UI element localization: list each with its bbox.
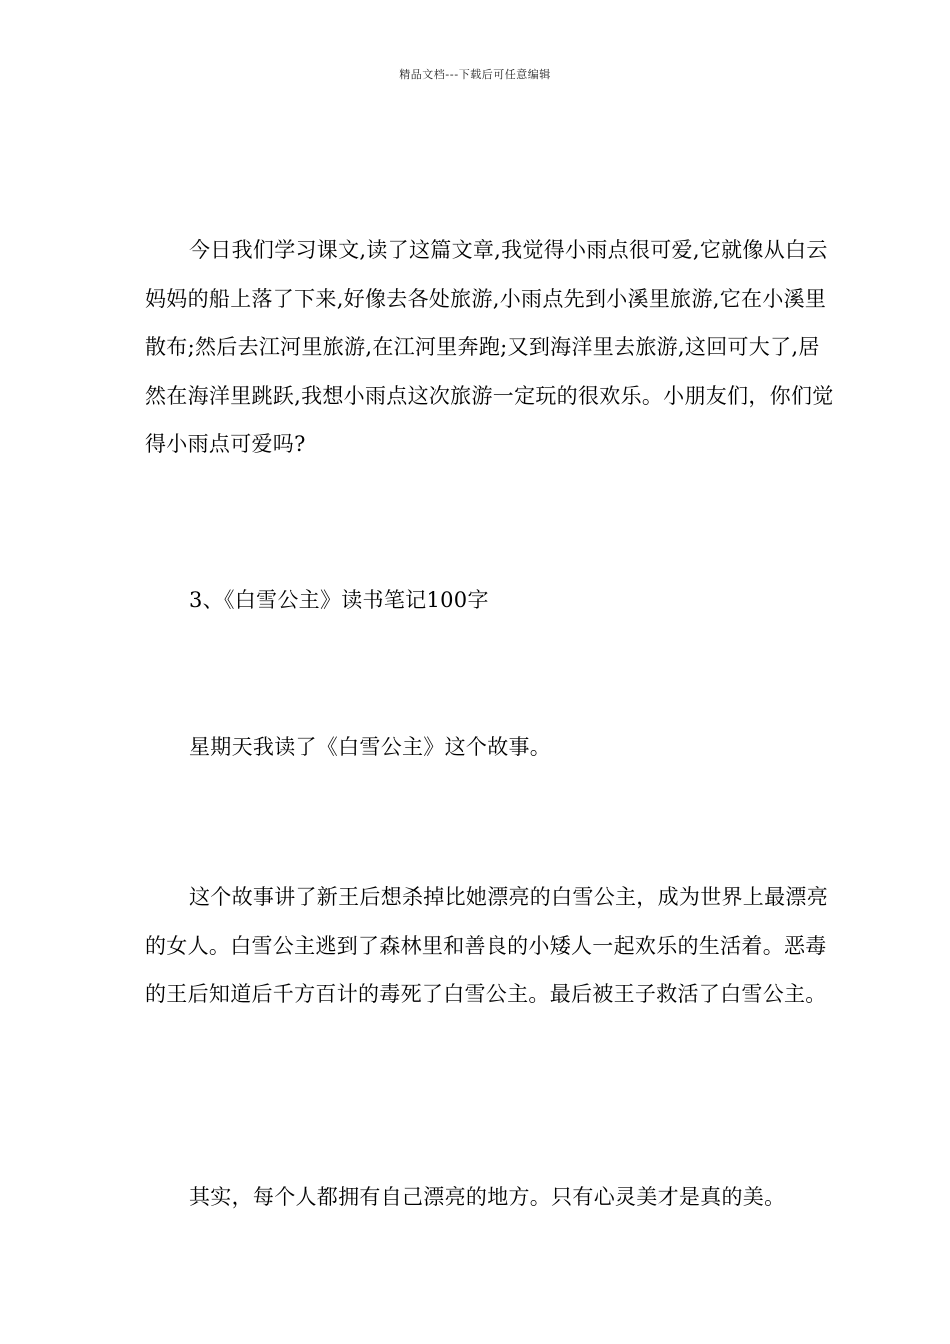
page-header: 精品文档---下载后可任意编辑 bbox=[399, 68, 551, 81]
paragraph-conclusion: 其实，每个人都拥有自己漂亮的地方。只有心灵美才是真的美。 bbox=[189, 1185, 786, 1209]
paragraph-sunday: 星期天我读了《白雪公主》这个故事。 bbox=[189, 735, 552, 759]
section-heading: 3、《白雪公主》读书笔记100字 bbox=[189, 588, 489, 612]
paragraph-rain-drop: 今日我们学习课文,读了这篇文章,我觉得小雨点很可爱,它就像从白云妈妈的船上落了下来,好像去各处旅游,小雨点先到小溪里旅游,它在小溪里散布;然后去江河里旅游,在江河里奔跑;又到海洋里去旅游,这回可大了,居然在海洋里跳跃,我想小雨点这次旅游一定玩的很欢乐。小朋友们，你们觉得小雨点可爱吗? bbox=[145, 238, 834, 456]
paragraph-story-summary: 这个故事讲了新王后想杀掉比她漂亮的白雪公主，成为世界上最漂亮的女人。白雪公主逃到了森林里和善良的小矮人一起欢乐的生活着。恶毒的王后知道后千方百计的毒死了白雪公主。最后被王子救活了白雪公主。 bbox=[145, 885, 828, 1006]
